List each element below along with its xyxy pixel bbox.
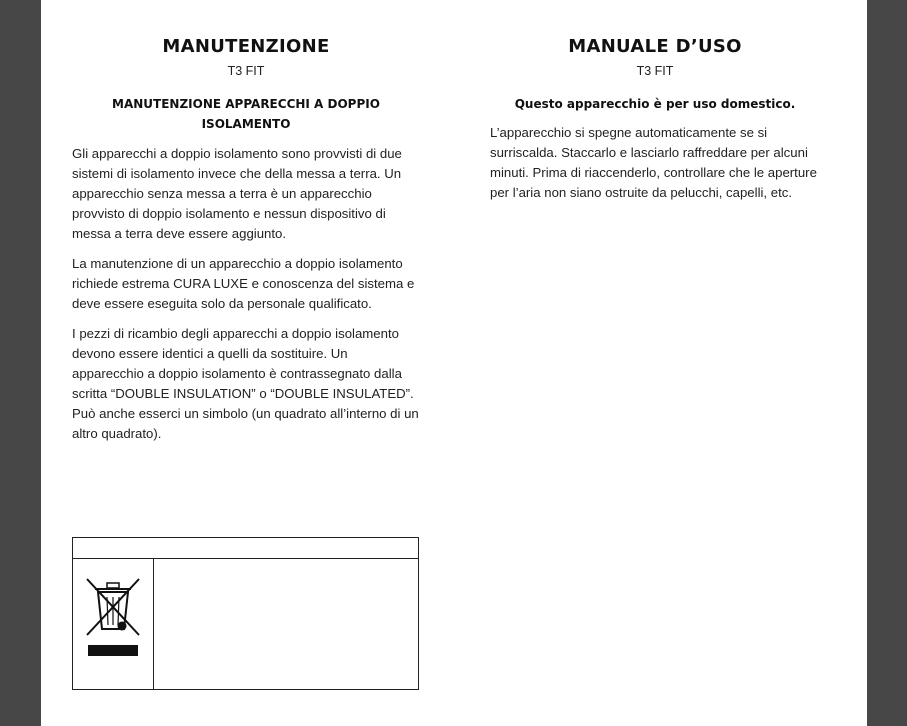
crossed-out-wheelie-bin-icon <box>73 559 153 689</box>
left-section-heading: MANUTENZIONE APPARECCHI A DOPPIO ISOLAMENTO <box>112 97 380 131</box>
weee-disposal-box <box>72 537 419 690</box>
right-title: MANUALE D’USO <box>568 36 742 57</box>
right-column <box>490 36 820 213</box>
left-paragraph-1: Gli apparecchi a doppio isolamento sono provvisti di due sistemi di isolamento invece che della messa a terra. Un apparecchio senza messa a terra è un apparecchio provvisto di doppio isolamento e nessun dispositivo di messa a terra deve essere aggiunto. <box>72 146 402 241</box>
left-subtitle: T3 FIT <box>227 64 265 78</box>
left-paragraph-3: I pezzi di ricambio degli apparecchi a doppio isolamento devono essere identici a quelli da sostituire. Un apparecchio a doppio isolamento è contrassegnato dalla scritta “DOUBLE INSULATION” o “DOUBLE INSULATED”. Può anche esserci un simbolo (un quadrato all’interno di un altro quadrato). <box>72 326 419 441</box>
left-column <box>72 36 420 454</box>
right-subtitle: T3 FIT <box>636 64 674 78</box>
weee-box-header <box>73 538 418 559</box>
right-section-heading: Questo apparecchio è per uso domestico. <box>514 97 796 111</box>
right-paragraph-1: L’apparecchio si spegne automaticamente se si surriscalda. Staccarlo e lasciarlo raffreddare per alcuni minuti. Prima di riaccenderlo, controllare che le aperture per l’aria non siano ostruite da pelucchi, capelli, etc. <box>490 125 817 200</box>
left-title: MANUTENZIONE <box>162 36 330 57</box>
weee-icon-cell <box>73 559 154 689</box>
document-page <box>41 0 867 726</box>
weee-text-cell <box>154 559 418 689</box>
left-paragraph-2: La manutenzione di un apparecchio a doppio isolamento richiede estrema CURA LUXE e conoscenza del sistema e deve essere eseguita solo da personale qualificato. <box>72 256 415 311</box>
